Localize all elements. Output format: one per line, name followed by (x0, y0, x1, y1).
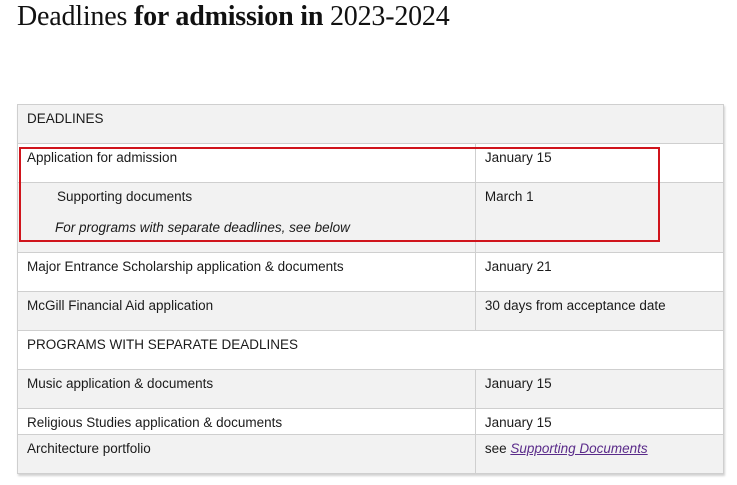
table-row (18, 435, 724, 474)
row-label: Application for admission (18, 144, 476, 183)
table-section-header (18, 105, 724, 144)
row-value: January 21 (475, 253, 723, 292)
page-title (17, 1, 450, 33)
row-label: Major Entrance Scholarship application & documents (18, 253, 476, 292)
title-part-regular: Deadlines (17, 1, 134, 32)
deadlines-table (17, 104, 724, 474)
row-label: Supporting documents (57, 189, 193, 204)
row-value-cell (475, 435, 723, 474)
row-label: Architecture portfolio (18, 435, 476, 474)
row-value: January 15 (475, 144, 723, 183)
table-row (18, 370, 724, 409)
table-row (18, 292, 724, 331)
row-value: March 1 (475, 183, 723, 253)
supporting-documents-link[interactable]: Supporting Documents (510, 441, 648, 456)
row-label: Music application & documents (18, 370, 476, 409)
row-label: Religious Studies application & documents (18, 409, 476, 435)
table-row (18, 144, 724, 183)
row-value: 30 days from acceptance date (475, 292, 723, 331)
title-years: 2023-2024 (330, 1, 450, 32)
table-row (18, 409, 724, 435)
section-header-deadlines: DEADLINES (18, 105, 724, 144)
row-label: McGill Financial Aid application (18, 292, 476, 331)
row-value: January 15 (475, 370, 723, 409)
table-row (18, 253, 724, 292)
section-header-programs: PROGRAMS WITH SEPARATE DEADLINES (18, 331, 724, 370)
row-note: For programs with separate deadlines, see below (55, 220, 350, 235)
title-part-bold: for admission in (133, 1, 330, 32)
row-value-prefix: see (484, 441, 511, 456)
table-section-header (18, 331, 724, 370)
row-label-cell (18, 183, 476, 253)
table-row (18, 183, 724, 253)
row-value: January 15 (475, 409, 723, 435)
